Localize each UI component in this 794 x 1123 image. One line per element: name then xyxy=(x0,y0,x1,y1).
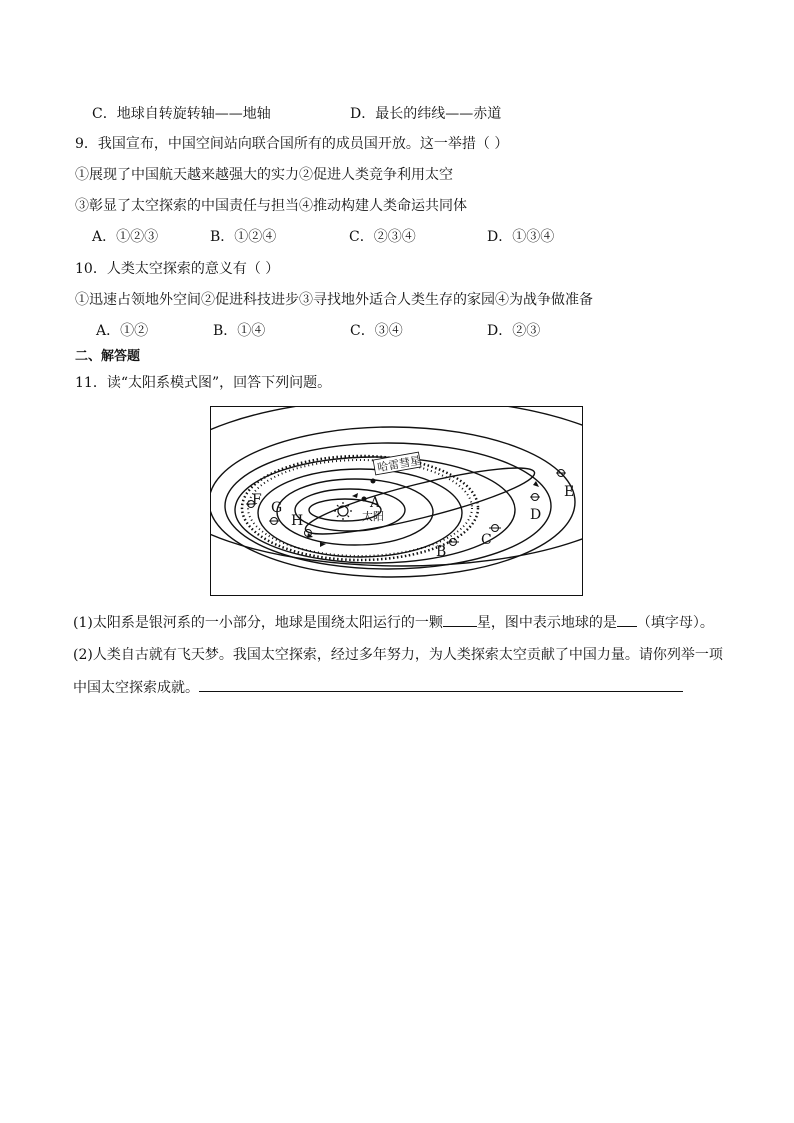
q11-part1-blank-2[interactable] xyxy=(617,612,637,627)
q11-stem: 11．读“太阳系模式图”，回答下列问题。 xyxy=(75,375,332,391)
q11-part1-text-b: 星，图中表示地球的是 xyxy=(476,615,617,631)
q11-part2-text: 中国太空探索成就。 xyxy=(73,680,199,696)
q9-stem: 9．我国宣布，中国空间站向联合国所有的成员国开放。这一举措（ ） xyxy=(75,136,509,152)
q10-stem: 10．人类太空探索的意义有（ ） xyxy=(75,261,280,277)
q10-statements: ①迅速占领地外空间②促进科技进步③寻找地外适合人类生存的家园④为战争做准备 xyxy=(75,292,593,308)
q9-statements-2: ③彰显了太空探索的中国责任与担当④推动构建人类命运共同体 xyxy=(75,198,467,214)
solar-system-svg xyxy=(210,406,583,596)
section-title: 二、解答题 xyxy=(75,349,141,364)
planet-label-e: E xyxy=(564,484,575,500)
q10-option-d: D．②③ xyxy=(487,323,541,339)
planet-label-g: G xyxy=(271,500,283,516)
q11-part2-answer-blank[interactable] xyxy=(199,677,683,692)
q11-part2-line2 xyxy=(73,677,683,698)
sun-label: 太阳 xyxy=(362,510,384,523)
q9-option-b: B．①②④ xyxy=(210,229,277,245)
q8-option-c: C．地球自转旋转轴——地轴 xyxy=(92,106,271,122)
q10-option-b: B．①④ xyxy=(213,323,266,339)
halley-comet-marker xyxy=(371,479,376,484)
q9-option-a: A．①②③ xyxy=(92,229,159,245)
comet-label-text: 哈雷彗星 xyxy=(376,453,423,475)
q9-statements-1: ①展现了中国航天越来越强大的实力②促进人类竞争利用太空 xyxy=(75,167,453,183)
planet-a-marker xyxy=(362,497,367,502)
solar-system-diagram xyxy=(210,406,583,596)
q11-part2-line1: (2)人类自古就有飞天梦。我国太空探索，经过多年努力，为人类探索太空贡献了中国力量。请你列举一项 xyxy=(73,647,723,663)
q8-option-d: D．最长的纬线——赤道 xyxy=(350,106,502,122)
q11-part1 xyxy=(73,612,714,633)
q10-option-a: A．①② xyxy=(96,323,149,339)
planet-label-a: A xyxy=(370,495,381,511)
planet-label-c: C xyxy=(481,532,492,548)
planet-label-d: D xyxy=(530,507,542,523)
q11-part1-text-a: (1)太阳系是银河系的一小部分，地球是围绕太阳运行的一颗 xyxy=(73,615,443,631)
q10-option-c: C．③④ xyxy=(350,323,403,339)
q11-part1-blank-1[interactable] xyxy=(443,612,477,627)
planet-label-h: H xyxy=(291,513,304,529)
planet-label-f: F xyxy=(252,492,262,508)
q11-part1-text-c: （填字母）。 xyxy=(636,615,714,631)
q9-option-d: D．①③④ xyxy=(487,229,555,245)
planet-label-b: B xyxy=(436,544,447,560)
q9-option-c: C．②③④ xyxy=(349,229,416,245)
